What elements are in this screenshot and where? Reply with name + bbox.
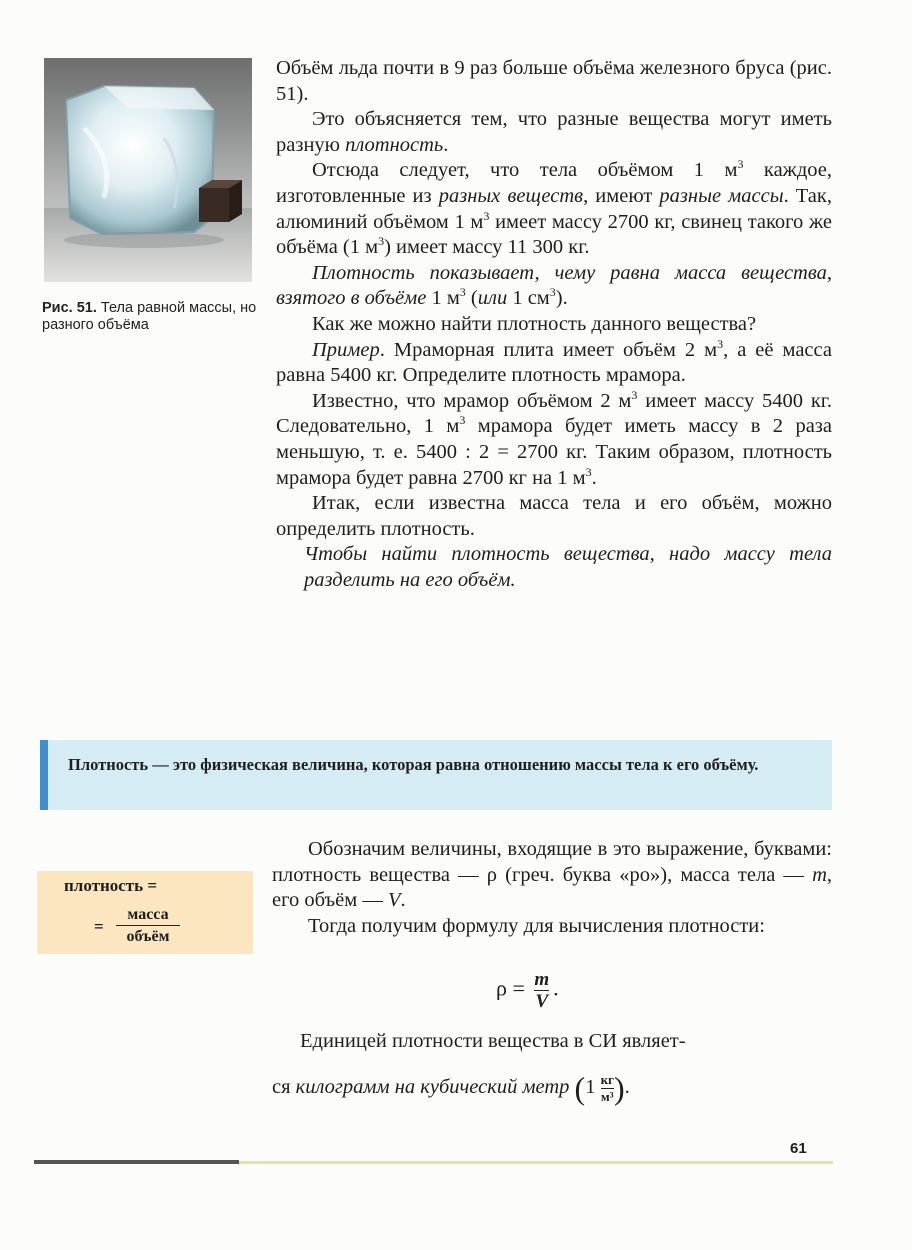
- paragraph-3: Отсюда следует, что тела объёмом 1 $м^3$ каждое, изготовленные из разных веществ, имеют разные массы. Так, алюминий объёмом 1 $м^3$ имеет массу 2700 кг, свинец такого же объёма (1 $м^3$) имеет массу 11 300 кг.: [276, 157, 833, 259]
- definition-text: Плотность — это физическая величина, которая равна отношению массы тела к его объёму.: [68, 755, 759, 774]
- ice-and-iron-photo: [44, 58, 252, 282]
- paragraph-7: Известно, что мрамор объёмом 2 $м^3$ имеет массу 5400 кг. Следовательно, 1 $м^3$ мрамора будет иметь массу в 2 раза меньшую, т. е. 5400 : 2 = 2700 кг. Таким образом, плотность мрамора будет равна 2700 кг на 1 $м^3$.: [276, 387, 833, 489]
- figure-caption-label: Рис. 51.: [42, 300, 97, 316]
- paragraph-8: Итак, если известна масса тела и его объём, можно определить плотность.: [276, 492, 832, 540]
- lower-paragraph-2: Тогда получим формулу для вычисления плотности:: [308, 914, 765, 937]
- formula-box-fraction: [116, 905, 180, 946]
- formula-box-numerator: масса: [127, 906, 169, 923]
- formula-box-denominator: объём: [126, 928, 170, 945]
- figure-caption: [42, 300, 257, 334]
- formula-dot: .: [553, 975, 559, 1001]
- unit-sentence-line2: ся килограмм на кубический метр (1 $\frac{кг}{\text{м³}}$ ).: [272, 1070, 630, 1106]
- unit-fraction: $\frac{кг}{\text{м³}}$: [600, 1072, 614, 1104]
- m-over-v: [534, 970, 549, 1011]
- footer-rule-light: [239, 1161, 833, 1164]
- figure-51-image: [44, 58, 252, 282]
- figure-caption-text: Тела равной массы, но разного объёма: [42, 300, 257, 333]
- formula-box-equals: =: [94, 917, 104, 936]
- formula-m: m: [534, 969, 550, 990]
- main-text: [276, 56, 832, 593]
- lower-text: [272, 837, 832, 939]
- paragraph-2: Это объясняется тем, что разные вещества могут иметь разную плотность.: [276, 108, 832, 156]
- formula-box-line1: плотность =: [64, 876, 158, 895]
- lower-paragraph-1: Обозначим величины, входящие в это выражение, буквами: плотность вещества — ρ (греч. буква «ро»), масса тела — m, его объём — V.: [272, 838, 832, 912]
- formula-v: V: [535, 991, 549, 1012]
- paragraph-6: Пример. Мраморная плита имеет объём 2 $м^3$, а её масса равна 5400 кг. Определите плотность мрамора.: [276, 336, 832, 387]
- paragraph-9-rule: Чтобы найти плотность вещества, надо массу тела разделить на его объём.: [304, 543, 832, 591]
- paragraph-4: Плотность показывает, чему равна масса вещества, взятого в объёме 1 $м^3$ (или 1 $см^3$).: [276, 261, 832, 310]
- rho-symbol: ρ =: [496, 975, 525, 1001]
- page-number: 61: [790, 1140, 807, 1157]
- density-formula: [496, 970, 559, 1011]
- unit-sentence-line1: Единицей плотности вещества в СИ являет-: [300, 1030, 686, 1052]
- paragraph-5: Как же можно найти плотность данного вещества?: [312, 312, 757, 335]
- paragraph-1: Объём льда почти в 9 раз больше объёма железного бруса (рис. 51).: [276, 57, 832, 105]
- footer-rule-dark: [34, 1160, 239, 1164]
